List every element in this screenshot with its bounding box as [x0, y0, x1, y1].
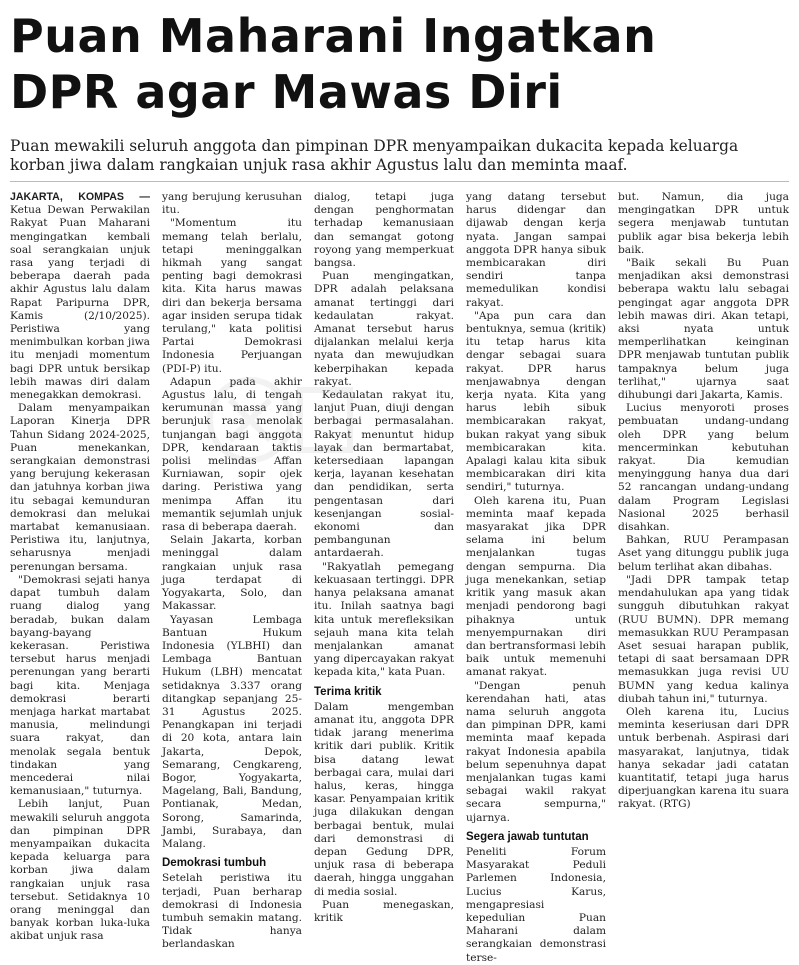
headline-line-2: DPR agar Mawas Diri [10, 65, 563, 119]
body-paragraph: Bahkan, RUU Perampasan Aset yang ditunggu publik juga belum terlihat akan dibahas. [618, 534, 789, 573]
body-paragraph: "Dengan penuh kerendahan hati, atas nama seluruh anggota dan pimpinan DPR, kami meminta maaf kepada rakyat Indonesia apabila belum sepenuhnya dapat menjalankan tugas kami sebagai wakil rakyat secara sempurna," ujarnya. [466, 679, 606, 824]
article-column-2 [162, 191, 302, 951]
lead-paragraph [10, 191, 150, 402]
dateline: JAKARTA, KOMPAS — [10, 191, 150, 203]
body-paragraph: Dalam mengemban amanat itu, anggota DPR tidak jarang menerima kritik dari publik. Kritik bisa datang lewat berbagai cara, mulai dari halus, keras, hingga kasar. Penyampaian kritik juga dilakukan dengan berbagai bentuk, mulai dari demonstrasi di depan Gedung DPR, unjuk rasa di beberapa daerah, hingga unggahan di media sosial. [314, 700, 454, 898]
deck-divider [10, 181, 789, 182]
lead-paragraph-text: Ketua Dewan Perwakilan Rakyat Puan Maharani mengingatkan kembali soal serangkaian unjuk rasa yang terjadi di beberapa daerah pada akhir Agustus lalu dalam Rapat Paripurna DPR, Kamis (2/10/2025). Peristiwa yang menimbulkan korban jiwa itu menjadi momentum bagi DPR untuk bersikap lebih mawas diri dalam menegakkan demokrasi. [10, 204, 150, 402]
body-paragraph: Selain Jakarta, korban meninggal dalam rangkaian unjuk rasa juga terdapat di Yogyakarta, Solo, dan Makassar. [162, 534, 302, 613]
body-paragraph: dialog, tetapi juga dengan penghormatan terhadap kemanusiaan dan semangat gotong royong yang memperkuat bangsa. [314, 191, 454, 270]
article-column-5 [618, 191, 789, 811]
article-column-3 [314, 191, 454, 924]
body-paragraph: but. Namun, dia juga mengingatkan DPR untuk segera menjawab tuntutan publik agar bisa bekerja lebih baik. [618, 191, 789, 256]
body-paragraph: Kedaulatan rakyat itu, lanjut Puan, diuji dengan berbagai permasalahan. Rakyat menuntut hidup layak dan bermartabat, ketersediaan lapangan kerja, layanan kesehatan dan pendidikan, serta pengentasan dari kesenjangan sosial-ekonomi dan pembangunan antardaerah. [314, 389, 454, 560]
body-paragraph: yang datang tersebut harus didengar dan dijawab dengan kerja nyata. Jangan sampai anggota DPR hanya sibuk membicarakan diri sendiri tanpa memedulikan kondisi rakyat. [466, 191, 606, 309]
article-column-1 [10, 191, 150, 943]
body-paragraph: Yayasan Lembaga Bantuan Hukum Indonesia (YLBHI) dan Lembaga Bantuan Hukum (LBH) mencatat setidaknya 3.337 orang ditangkap sepanjang 25-31 Agustus 2025. Penangkapan ini terjadi di 20 kota, antara lain Jakarta, Depok, Semarang, Cengkareng, Bogor, Yogyakarta, Magelang, Bali, Bandung, Pontianak, Medan, Sorong, Samarinda, Jambi, Surabaya, dan Malang. [162, 613, 302, 850]
body-paragraph: Puan mengingatkan, DPR adalah pelaksana amanat tertinggi dari kedaulatan rakyat. Amanat tersebut harus dijalankan melalui kerja nyata dan mewujudkan keberpihakan kepada rakyat. [314, 270, 454, 388]
body-paragraph: "Demokrasi sejati hanya dapat tumbuh dalam ruang dialog yang beradab, bukan dalam bayang-bayang kekerasan. Peristiwa tersebut harus menjadi perenungan yang berarti bagi kita. Menjaga demokrasi berarti menjaga harkat martabat manusia, melindungi suara rakyat, dan menolak segala bentuk tindakan yang mencederai nilai kemanusiaan," tuturnya. [10, 573, 150, 798]
body-paragraph: "Momentum itu memang telah berlalu, tetapi meninggalkan hikmah yang sangat penting bagi demokrasi kita. Kita harus mawas diri dan bekerja bersama agar insiden serupa tidak terulang," kata politisi Partai Demokrasi Indonesia Perjuangan (PDI-P) itu. [162, 217, 302, 375]
body-paragraph: Adapun pada akhir Agustus lalu, di tengah kerumunan massa yang berunjuk rasa menolak tunjangan bagi anggota DPR, kendaraan taktis polisi melindas Affan Kurniawan, sopir ojek daring. Peristiwa yang menimpa Affan itu memantik sejumlah unjuk rasa di beberapa daerah. [162, 375, 302, 534]
body-paragraph: yang berujung kerusuhan itu. [162, 191, 302, 217]
body-paragraph: Peneliti Forum Masyarakat Peduli Parlemen Indonesia, Lucius Karus, mengapresiasi kepedulian Puan Maharani dalam serangkaian demonstrasi terse- [466, 845, 606, 964]
headline-line-1: Puan Maharani Ingatkan [10, 9, 657, 63]
body-paragraph: "Baik sekali Bu Puan menjadikan aksi demonstrasi beberapa waktu lalu sebagai pengingat agar anggota DPR lebih mawas diri. Akan tetapi, aksi nyata untuk memperlihatkan keinginan DPR menjawab tuntutan publik tampaknya belum juga terlihat," ujarnya saat dihubungi dari Jakarta, Kamis. [618, 257, 789, 402]
body-paragraph: Oleh karena itu, Puan meminta maaf kepada masyarakat jika DPR selama ini belum menjalankan tugas dengan sempurna. Dia juga menekankan, setiap kritik yang masuk akan menjadi pendorong bagi pihaknya untuk menyempurnakan diri dan bertransformasi lebih baik untuk memenuhi amanat rakyat. [466, 494, 606, 679]
article-headline [10, 8, 790, 120]
section-subheading: Terima kritik [314, 685, 382, 698]
article-deck: Puan mewakili seluruh anggota dan pimpinan DPR menyampaikan dukacita kepada keluarga korban jiwa dalam rangkaian unjuk rasa akhir Agustus lalu dan meminta maaf. [10, 137, 739, 174]
body-paragraph: Dalam menyampaikan Laporan Kinerja DPR Tahun Sidang 2024-2025, Puan menekankan, serangkaian demonstrasi yang berujung kekerasan dan jatuhnya korban jiwa itu sebagai kemunduran demokrasi dan melukai martabat kemanusiaan. Peristiwa itu, lanjutnya, seharusnya menjadi perenungan bersama. [10, 402, 150, 573]
body-paragraph: Puan menegaskan, kritik [314, 898, 454, 924]
body-paragraph: Lucius menyoroti proses pembuatan undang-undang oleh DPR yang belum mencerminkan kebutuhan rakyat. Dia kemudian menyinggung hanya dua dari 52 rancangan undang-undang dalam Program Legislasi Nasional 2025 berhasil disahkan. [618, 402, 789, 534]
body-paragraph: Oleh karena itu, Lucius meminta keseriusan dari DPR untuk berbenah. Aspirasi dari masyarakat, lanjutnya, tidak hanya sekadar jadi catatan kuantitatif, tetapi juga harus diperjuangkan karena itu suara rakyat. (RTG) [618, 705, 789, 811]
body-paragraph: "Apa pun cara dan bentuknya, semua (kritik) itu tetap harus kita dengar sebagai suara rakyat. DPR harus menjawabnya dengan kerja nyata. Kita yang harus lebih sibuk membicarakan rakyat, bukan rakyat yang sibuk membicarakan kita. Apalagi kalau kita sibuk membicarakan diri kita sendiri," tuturnya. [466, 309, 606, 494]
section-subheading: Demokrasi tumbuh [162, 857, 267, 870]
body-paragraph: Lebih lanjut, Puan mewakili seluruh anggota dan pimpinan DPR menyampaikan dukacita kepada keluarga para korban jiwa dalam rangkaian unjuk rasa tersebut. Setidaknya 10 orang meninggal dan banyak korban luka-luka akibat unjuk rasa [10, 798, 150, 943]
section-subheading: Segera jawab tuntutan [466, 830, 589, 843]
body-paragraph: "Jadi DPR tampak tetap mendahulukan apa yang tidak sungguh dibutuhkan rakyat (RUU BUMN). DPR memang memasukkan RUU Perampasan Aset sesuai harapan publik, tetapi di saat bersamaan DPR memasukkan juga revisi UU BUMN yang kedua kalinya diubah tahun ini," tuturnya. [618, 573, 789, 705]
body-paragraph: "Rakyatlah pemegang kekuasaan tertinggi. DPR hanya pelaksana amanat itu. Inilah saatnya bagi kita untuk merefleksikan sejauh mana kita telah menjalankan amanat yang dipercayakan rakyat kepada kita," kata Puan. [314, 560, 454, 679]
body-paragraph: Setelah peristiwa itu terjadi, Puan berharap demokrasi di Indonesia tumbuh semakin matang. Tidak hanya berlandaskan [162, 872, 302, 951]
article-column-4 [466, 191, 606, 964]
